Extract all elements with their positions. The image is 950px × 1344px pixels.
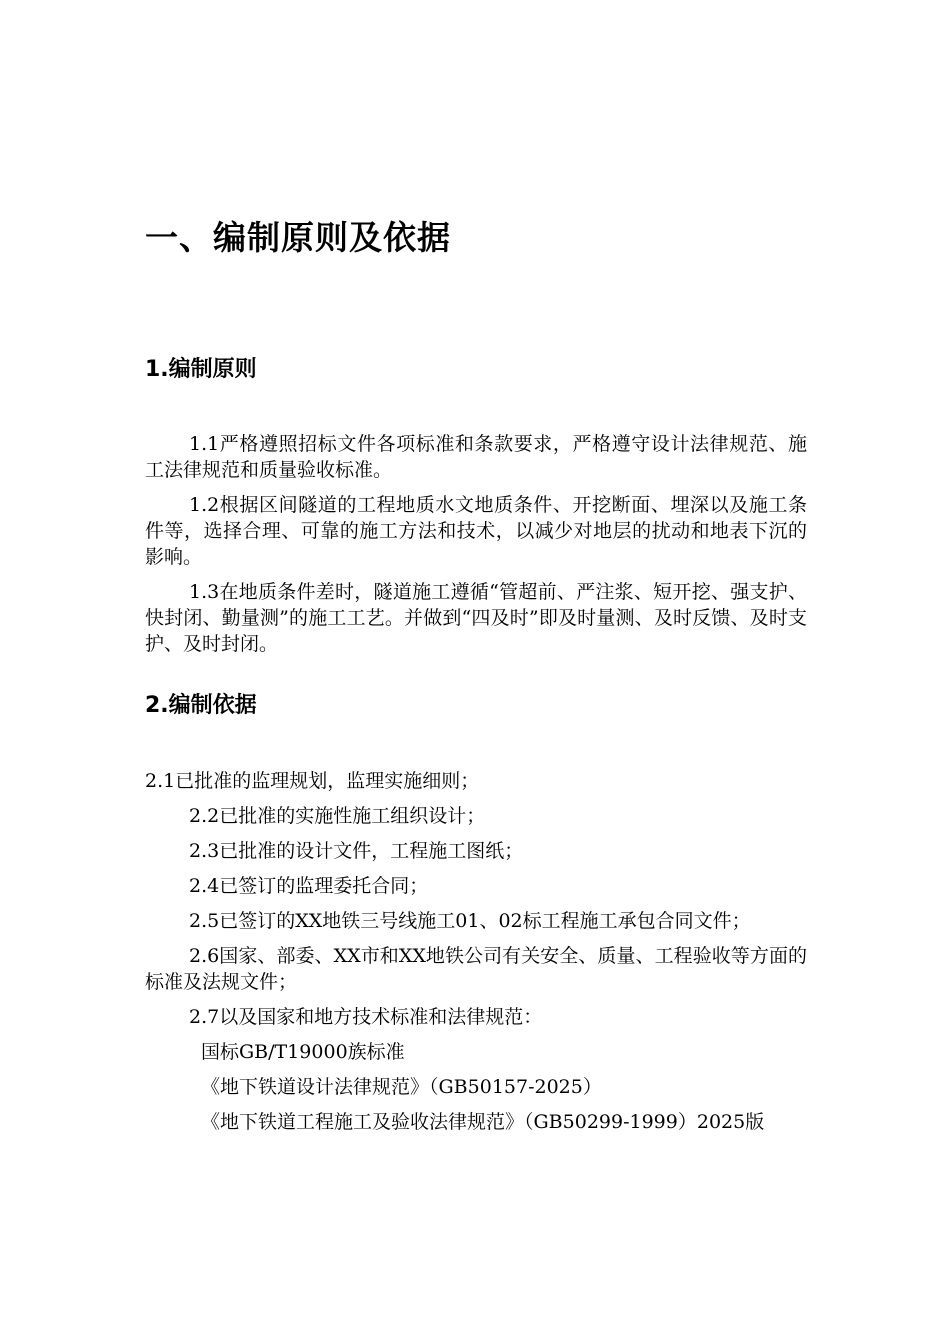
- basis-item: 2.2已批准的实施性施工组织设计；: [189, 805, 486, 827]
- principle-item: 1.1严格遵照招标文件各项标准和条款要求，严格遵守设计法律规范、施工法律规范和质量验收标准。: [145, 433, 807, 481]
- principles-list: [145, 431, 807, 666]
- basis-item: 2.1已批准的监理规划，监理实施细则；: [145, 770, 480, 792]
- standard-item: 国标GB/T19000族标准: [201, 1041, 405, 1063]
- standard-item: 《地下铁道设计法律规范》（GB50157-2025）: [201, 1076, 602, 1098]
- section-title: 一、编制原则及依据: [145, 218, 451, 257]
- principle-item: 1.2根据区间隧道的工程地质水文地质条件、开挖断面、埋深以及施工条件等，选择合理、可靠的施工方法和技术，以减少对地层的扰动和地表下沉的影响。: [145, 494, 807, 568]
- basis-item: 2.5已签订的XX地铁三号线施工01、02标工程施工承包合同文件；: [189, 910, 751, 932]
- basis-item: 2.4已签订的监理委托合同；: [189, 875, 429, 897]
- basis-item: 2.3已批准的设计文件，工程施工图纸；: [189, 840, 524, 862]
- basis-item: 2.6国家、部委、XX市和XX地铁公司有关安全、质量、工程验收等方面的标准及法规文件；: [145, 945, 807, 993]
- principle-item: 1.3在地质条件差时，隧道施工遵循“管超前、严注浆、短开挖、强支护、快封闭、勤量测”的施工工艺。并做到“四及时”即及时量测、及时反馈、及时支护、及时封闭。: [145, 581, 807, 655]
- basis-item: 2.7以及国家和地方技术标准和法律规范：: [189, 1006, 543, 1028]
- standard-item: 《地下铁道工程施工及验收法律规范》（GB50299-1999）2025版: [201, 1111, 765, 1133]
- principles-heading: 1.编制原则: [145, 357, 257, 382]
- basis-list: [145, 768, 807, 1144]
- basis-heading: 2.编制依据: [145, 693, 257, 718]
